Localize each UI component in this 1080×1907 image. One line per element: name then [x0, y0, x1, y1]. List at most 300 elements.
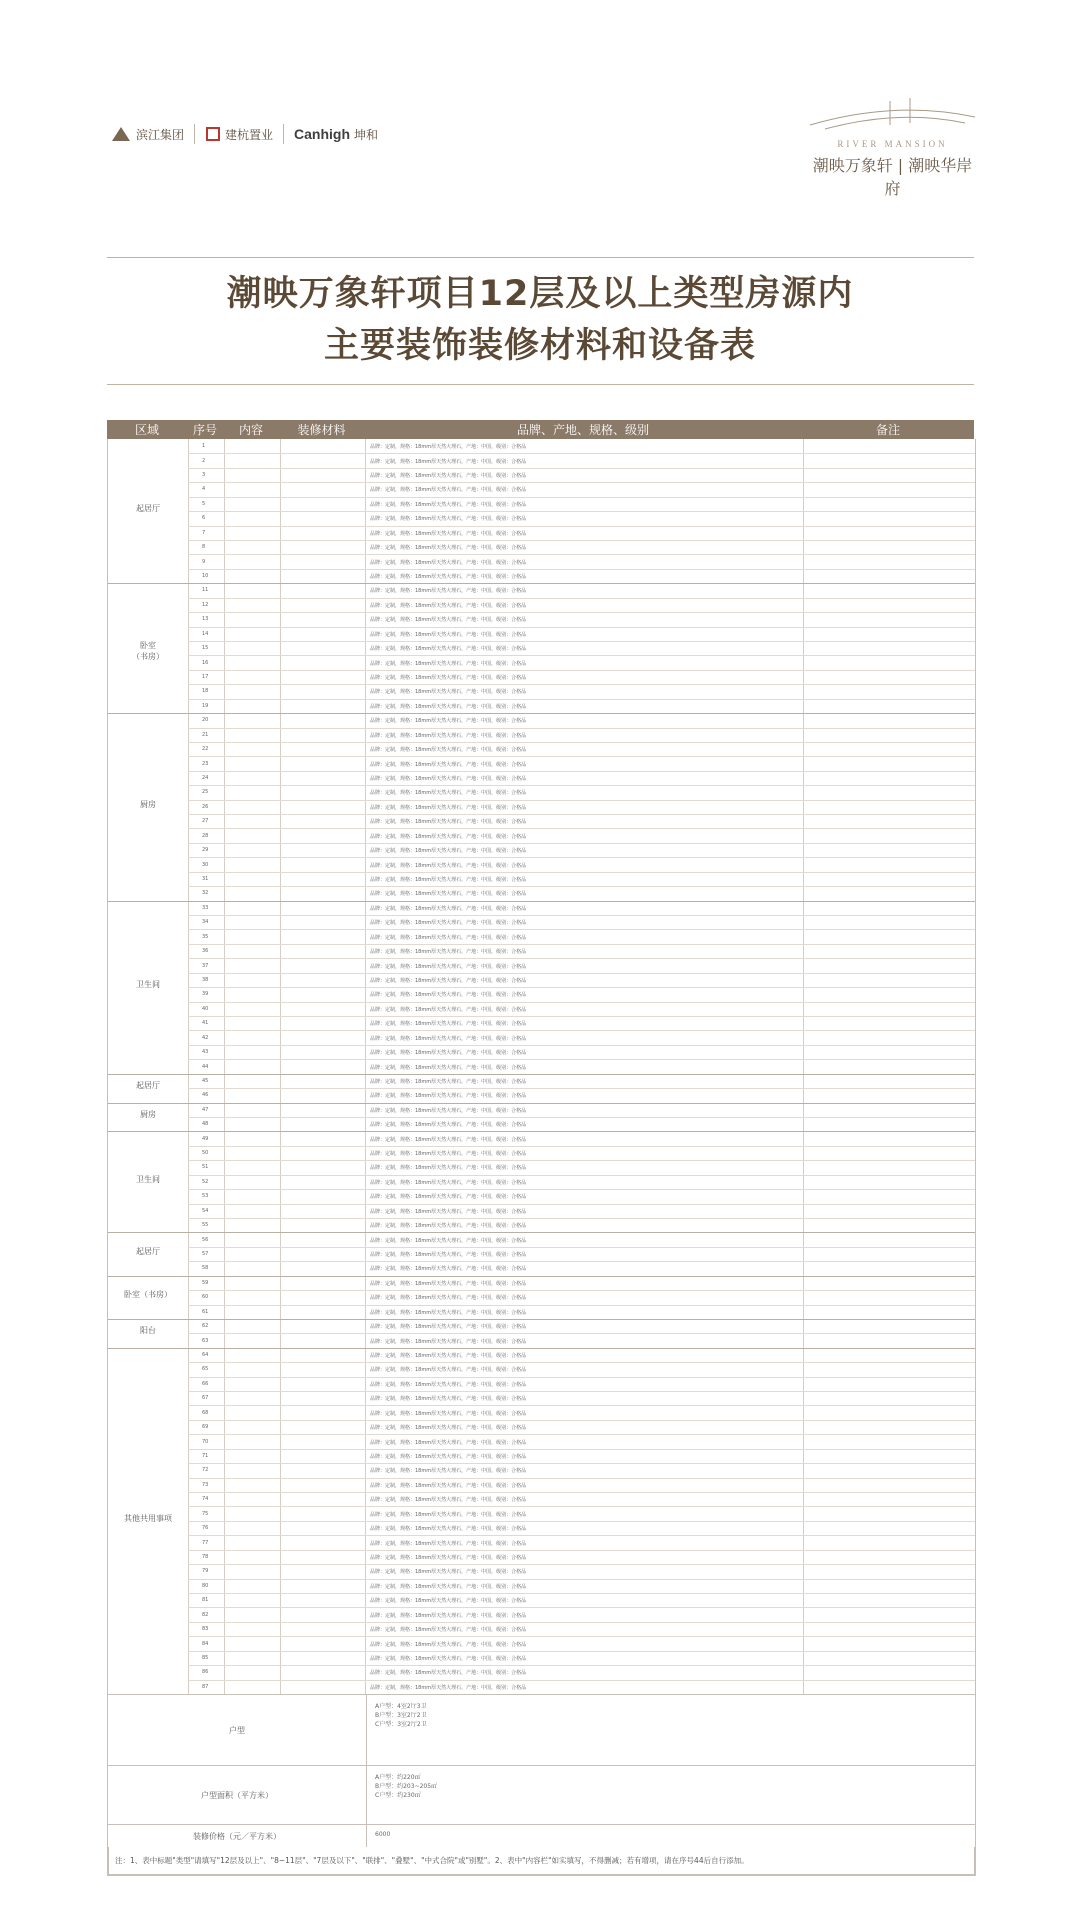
row-spec-text: 品牌：定制，规格：18mm厚天然大理石，产地：中国，级别：合格品 — [370, 1021, 527, 1028]
row-number: 51 — [202, 1164, 209, 1171]
row-number: 83 — [202, 1626, 209, 1633]
row-spec-text: 品牌：定制，规格：18mm厚天然大理石，产地：中国，级别：合格品 — [370, 1295, 527, 1302]
row-number: 25 — [202, 789, 209, 796]
row-spec-text: 品牌：定制，规格：18mm厚天然大理石，产地：中国，级别：合格品 — [370, 1353, 527, 1359]
zone-label: 卧室 （书房） — [132, 641, 164, 662]
title-top-rule — [107, 257, 974, 258]
row-divider — [188, 1218, 975, 1219]
row-spec-text: 品牌：定制，规格：18mm厚天然大理石，产地：中国，级别：合格品 — [370, 1381, 527, 1388]
row-divider — [188, 699, 975, 700]
row-spec-text: 品牌：定制，规格：18mm厚天然大理石，产地：中国，级别：合格品 — [370, 1583, 527, 1590]
header-brand-spec: 品牌、产地、规格、级别 — [516, 423, 649, 437]
row-number: 44 — [202, 1063, 209, 1070]
row-number: 66 — [202, 1380, 209, 1387]
row-number: 60 — [202, 1294, 209, 1301]
summary-value: A户型：4室2厅3卫 B户型：3室2厅2卫 C户型：3室2厅2卫 — [366, 1695, 975, 1765]
zone-divider — [108, 1232, 975, 1233]
row-number: 14 — [202, 630, 209, 637]
row-divider — [188, 1088, 975, 1089]
row-spec-text: 品牌：定制，规格：18mm厚天然大理石，产地：中国，级别：合格品 — [370, 1122, 527, 1129]
zone-label: 起居厅 — [136, 504, 160, 514]
zone-divider — [108, 1131, 975, 1132]
row-number: 27 — [202, 818, 209, 825]
logo-text-4: 坤和 — [354, 127, 379, 142]
row-divider — [188, 1607, 975, 1608]
table-summary — [107, 1694, 976, 1876]
row-spec-text: 品牌：定制，规格：18mm厚天然大理石，产地：中国，级别：合格品 — [370, 1338, 527, 1345]
row-number: 15 — [202, 645, 209, 652]
title-line-1: 潮映万象轩项目12层及以上类型房源内 — [226, 274, 854, 314]
row-number: 26 — [202, 803, 209, 810]
row-spec-text: 品牌：定制，规格：18mm厚天然大理石，产地：中国，级别：合格品 — [370, 1223, 527, 1230]
row-divider — [188, 1247, 975, 1248]
row-spec-text: 品牌：定制，规格：18mm厚天然大理石，产地：中国，级别：合格品 — [370, 631, 527, 638]
row-spec-text: 品牌：定制，规格：18mm厚天然大理石，产地：中国，级别：合格品 — [370, 876, 527, 883]
row-spec-text: 品牌：定制，规格：18mm厚天然大理石，产地：中国，级别：合格品 — [370, 1309, 527, 1316]
row-divider — [188, 1175, 975, 1176]
table-header — [107, 420, 974, 439]
row-divider — [188, 1506, 975, 1507]
zone-divider — [108, 901, 975, 902]
row-spec-text: 品牌：定制，规格：18mm厚天然大理石，产地：中国，级别：合格品 — [370, 963, 527, 970]
row-spec-text: 品牌：定制，规格：18mm厚天然大理石，产地：中国，级别：合格品 — [370, 617, 527, 624]
row-number: 23 — [202, 760, 209, 767]
row-divider — [188, 554, 975, 555]
zone-divider — [108, 1103, 975, 1104]
row-spec-text: 品牌：定制，规格：18mm厚天然大理石，产地：中国，级别：合格品 — [370, 1396, 527, 1403]
row-number: 5 — [202, 500, 206, 507]
row-divider — [188, 785, 975, 786]
header-note: 备注 — [875, 423, 900, 437]
zone-label: 卫生间 — [136, 980, 160, 990]
row-divider — [188, 1521, 975, 1522]
row-number: 4 — [202, 486, 206, 493]
row-divider — [188, 1377, 975, 1378]
row-spec-text: 品牌：定制，规格：18mm厚天然大理石，产地：中国，级别：合格品 — [370, 444, 527, 451]
row-spec-text: 品牌：定制，规格：18mm厚天然大理石，产地：中国，级别：合格品 — [370, 1641, 527, 1648]
row-number: 82 — [202, 1611, 209, 1618]
row-number: 45 — [202, 1077, 209, 1084]
row-divider — [188, 670, 975, 671]
zone-divider — [108, 713, 975, 714]
row-spec-text: 品牌：定制，规格：18mm厚天然大理石，产地：中国，级别：合格品 — [370, 1179, 527, 1186]
row-spec-text: 品牌：定制，规格：18mm厚天然大理石，产地：中国，级别：合格品 — [370, 1107, 527, 1114]
row-spec-text: 品牌：定制，规格：18mm厚天然大理石，产地：中国，级别：合格品 — [370, 501, 527, 508]
row-spec-text: 品牌：定制，规格：18mm厚天然大理石，产地：中国，级别：合格品 — [370, 977, 527, 984]
row-spec-text: 品牌：定制，规格：18mm厚天然大理石，产地：中国，级别：合格品 — [370, 588, 527, 595]
row-divider — [188, 627, 975, 628]
row-spec-text: 品牌：定制，规格：18mm厚天然大理石，产地：中国，级别：合格品 — [370, 1655, 527, 1662]
row-spec-text: 品牌：定制，规格：18mm厚天然大理石，产地：中国，级别：合格品 — [370, 1598, 527, 1605]
row-divider — [188, 800, 975, 801]
row-divider — [188, 526, 975, 527]
summary-row-area — [108, 1765, 975, 1824]
row-spec-text: 品牌：定制，规格：18mm厚天然大理石，产地：中国，级别：合格品 — [370, 660, 527, 667]
row-number: 55 — [202, 1222, 209, 1229]
row-spec-text: 品牌：定制，规格：18mm厚天然大理石，产地：中国，级别：合格品 — [370, 602, 527, 609]
row-number: 63 — [202, 1337, 209, 1344]
row-divider — [188, 1391, 975, 1392]
row-spec-text: 品牌：定制，规格：18mm厚天然大理石，产地：中国，级别：合格品 — [370, 1194, 527, 1201]
row-spec-text: 品牌：定制，规格：18mm厚天然大理石，产地：中国，级别：合格品 — [370, 1526, 527, 1533]
row-spec-text: 品牌：定制，规格：18mm厚天然大理石，产地：中国，级别：合格品 — [370, 703, 527, 710]
row-spec-text: 品牌：定制，规格：18mm厚天然大理石，产地：中国，级别：合格品 — [370, 1612, 527, 1619]
row-number: 73 — [202, 1481, 209, 1488]
row-divider — [188, 843, 975, 844]
summary-row-type — [108, 1694, 975, 1765]
row-number: 12 — [202, 601, 209, 608]
row-divider — [188, 511, 975, 512]
header-zone: 区域 — [134, 423, 159, 437]
row-spec-text: 品牌：定制，规格：18mm厚天然大理石，产地：中国，级别：合格品 — [370, 1237, 527, 1244]
row-number: 76 — [202, 1525, 209, 1532]
row-number: 62 — [202, 1323, 209, 1330]
row-divider — [188, 1204, 975, 1205]
row-number: 16 — [202, 659, 209, 666]
row-spec-text: 品牌：定制，规格：18mm厚天然大理石，产地：中国，级别：合格品 — [370, 891, 527, 898]
row-number: 42 — [202, 1034, 209, 1041]
row-divider — [188, 1550, 975, 1551]
row-spec-text: 品牌：定制，规格：18mm厚天然大理石，产地：中国，级别：合格品 — [370, 804, 527, 811]
row-divider — [188, 742, 975, 743]
row-number: 86 — [202, 1669, 209, 1676]
row-spec-text: 品牌：定制，规格：18mm厚天然大理石，产地：中国，级别：合格品 — [370, 1324, 527, 1331]
row-number: 52 — [202, 1178, 209, 1185]
row-divider — [188, 1146, 975, 1147]
title-line-2: 主要装饰装修材料和设备表 — [323, 326, 756, 366]
row-number: 61 — [202, 1308, 209, 1315]
zone-label: 其他共用事项 — [124, 1513, 172, 1523]
row-divider — [188, 1420, 975, 1421]
row-number: 74 — [202, 1496, 209, 1503]
zone-label: 起居厅 — [136, 1247, 160, 1257]
row-divider — [188, 973, 975, 974]
row-spec-text: 品牌：定制，规格：18mm厚天然大理石，产地：中国，级别：合格品 — [370, 992, 527, 999]
title-bottom-rule — [107, 384, 974, 385]
row-spec-text: 品牌：定制，规格：18mm厚天然大理石，产地：中国，级别：合格品 — [370, 732, 527, 739]
row-divider — [188, 1478, 975, 1479]
row-number: 13 — [202, 616, 209, 623]
zone-label: 厨房 — [140, 799, 156, 809]
row-spec-text: 品牌：定制，规格：18mm厚天然大理石，产地：中国，级别：合格品 — [370, 1165, 527, 1172]
row-number: 11 — [202, 587, 209, 594]
row-divider — [188, 598, 975, 599]
row-number: 17 — [202, 674, 209, 681]
row-number: 19 — [202, 702, 209, 709]
document-title — [0, 268, 1080, 372]
brand-english: RIVER MANSION — [837, 139, 948, 149]
zone-divider — [108, 1348, 975, 1349]
row-spec-text: 品牌：定制，规格：18mm厚天然大理石，产地：中国，级别：合格品 — [370, 1497, 527, 1504]
row-number: 70 — [202, 1438, 209, 1445]
jianhang-logo-icon — [205, 126, 221, 142]
row-spec-text: 品牌：定制，规格：18mm厚天然大理石，产地：中国，级别：合格品 — [370, 1035, 527, 1042]
row-number: 57 — [202, 1251, 209, 1258]
row-divider — [188, 612, 975, 613]
row-spec-text: 品牌：定制，规格：18mm厚天然大理石，产地：中国，级别：合格品 — [370, 1439, 527, 1446]
row-divider — [188, 872, 975, 873]
row-spec-text: 品牌：定制，规格：18mm厚天然大理石，产地：中国，级别：合格品 — [370, 458, 527, 465]
row-number: 48 — [202, 1121, 209, 1128]
row-spec-text: 品牌：定制，规格：18mm厚天然大理石，产地：中国，级别：合格品 — [370, 1266, 527, 1273]
row-divider — [188, 1045, 975, 1046]
row-divider — [188, 728, 975, 729]
row-number: 35 — [202, 933, 209, 940]
row-spec-text: 品牌：定制，规格：18mm厚天然大理石，产地：中国，级别：合格品 — [370, 516, 527, 523]
row-divider — [188, 1030, 975, 1031]
row-number: 72 — [202, 1467, 209, 1474]
row-spec-text: 品牌：定制，规格：18mm厚天然大理石，产地：中国，级别：合格品 — [370, 1511, 527, 1518]
row-divider — [188, 453, 975, 454]
row-divider — [188, 1405, 975, 1406]
row-spec-text: 品牌：定制，规格：18mm厚天然大理石，产地：中国，级别：合格品 — [370, 689, 527, 696]
row-number: 24 — [202, 774, 209, 781]
row-divider — [188, 1189, 975, 1190]
row-divider — [188, 497, 975, 498]
project-brand — [805, 95, 980, 199]
row-divider — [188, 1305, 975, 1306]
logo-text-3: Canhigh — [294, 126, 351, 142]
row-spec-text: 品牌：定制，规格：18mm厚天然大理石，产地：中国，级别：合格品 — [370, 473, 527, 480]
row-spec-text: 品牌：定制，规格：18mm厚天然大理石，产地：中国，级别：合格品 — [370, 1064, 527, 1071]
row-divider — [188, 1449, 975, 1450]
row-divider — [188, 1535, 975, 1536]
row-number: 36 — [202, 948, 209, 955]
header-content: 内容 — [238, 423, 263, 437]
row-number: 50 — [202, 1150, 209, 1157]
zone-label: 卫生间 — [136, 1174, 160, 1184]
logo-divider — [194, 124, 195, 144]
row-spec-text: 品牌：定制，规格：18mm厚天然大理石，产地：中国，级别：合格品 — [370, 920, 527, 927]
row-spec-text: 品牌：定制，规格：18mm厚天然大理石，产地：中国，级别：合格品 — [370, 1540, 527, 1547]
row-spec-text: 品牌：定制，规格：18mm厚天然大理石，产地：中国，级别：合格品 — [370, 1554, 527, 1561]
row-spec-text: 品牌：定制，规格：18mm厚天然大理石，产地：中国，级别：合格品 — [370, 819, 527, 826]
row-number: 22 — [202, 746, 209, 753]
row-divider — [188, 569, 975, 570]
row-divider — [188, 1117, 975, 1118]
row-number: 1 — [202, 443, 206, 450]
zone-divider — [108, 1074, 975, 1075]
row-spec-text: 品牌：定制，规格：18mm厚天然大理石，产地：中国，级别：合格品 — [370, 833, 527, 840]
row-divider — [188, 1593, 975, 1594]
row-number: 53 — [202, 1193, 209, 1200]
row-number: 71 — [202, 1452, 209, 1459]
row-spec-text: 品牌：定制，规格：18mm厚天然大理石，产地：中国，级别：合格品 — [370, 675, 527, 682]
row-number: 7 — [202, 529, 206, 536]
row-number: 64 — [202, 1352, 209, 1358]
summary-value: A户型：约220㎡ B户型：约203~205㎡ C户型：约230㎡ — [366, 1766, 975, 1824]
header-material: 装修材料 — [297, 423, 346, 437]
row-divider — [188, 1434, 975, 1435]
row-spec-text: 品牌：定制，规格：18mm厚天然大理石，产地：中国，级别：合格品 — [370, 949, 527, 956]
row-spec-text: 品牌：定制，规格：18mm厚天然大理石，产地：中国，级别：合格品 — [370, 761, 527, 768]
row-divider — [188, 1636, 975, 1637]
row-divider — [188, 1002, 975, 1003]
row-spec-text: 品牌：定制，规格：18mm厚天然大理石，产地：中国，级别：合格品 — [370, 487, 527, 494]
row-number: 46 — [202, 1092, 209, 1099]
row-number: 28 — [202, 832, 209, 839]
row-number: 81 — [202, 1597, 209, 1604]
row-divider — [188, 540, 975, 541]
row-number: 85 — [202, 1654, 209, 1661]
footnote: 注：1、表中标题"类型"请填写"12层及以上"、"8~11层"、"7层及以下"、"联排"、"叠墅"、"中式合院"或"别墅"。2、表中"内容栏"如实填写，不得删减；若有增项，请在序号44后自行添加。 — [108, 1847, 975, 1875]
row-spec-text: 品牌：定制，规格：18mm厚天然大理石，产地：中国，级别：合格品 — [370, 1136, 527, 1143]
row-divider — [188, 684, 975, 685]
row-spec-text: 品牌：定制，规格：18mm厚天然大理石，产地：中国，级别：合格品 — [370, 574, 527, 581]
row-divider — [188, 1492, 975, 1493]
row-spec-text: 品牌：定制，规格：18mm厚天然大理石，产地：中国，级别：合格品 — [370, 1078, 527, 1085]
row-spec-text: 品牌：定制，规格：18mm厚天然大理石，产地：中国，级别：合格品 — [370, 1627, 527, 1634]
row-spec-text: 品牌：定制，规格：18mm厚天然大理石，产地：中国，级别：合格品 — [370, 1468, 527, 1475]
row-number: 80 — [202, 1582, 209, 1589]
row-divider — [188, 468, 975, 469]
row-divider — [188, 915, 975, 916]
row-divider — [188, 655, 975, 656]
row-number: 58 — [202, 1265, 209, 1272]
row-number: 77 — [202, 1539, 209, 1546]
row-divider — [188, 1622, 975, 1623]
zone-label: 起居厅 — [136, 1081, 160, 1091]
row-divider — [188, 771, 975, 772]
row-spec-text: 品牌：定制，规格：18mm厚天然大理石，产地：中国，级别：合格品 — [370, 905, 527, 912]
row-divider — [188, 1333, 975, 1334]
row-number: 30 — [202, 861, 209, 868]
row-number: 67 — [202, 1395, 209, 1402]
row-spec-text: 品牌：定制，规格：18mm厚天然大理石，产地：中国，级别：合格品 — [370, 1482, 527, 1489]
row-number: 43 — [202, 1049, 209, 1056]
row-divider — [188, 482, 975, 483]
row-number: 29 — [202, 847, 209, 854]
row-divider — [188, 1362, 975, 1363]
row-divider — [188, 958, 975, 959]
row-spec-text: 品牌：定制，规格：18mm厚天然大理石，产地：中国，级别：合格品 — [370, 1093, 527, 1100]
row-spec-text: 品牌：定制，规格：18mm厚天然大理石，产地：中国，级别：合格品 — [370, 848, 527, 855]
row-divider — [188, 1290, 975, 1291]
row-spec-text: 品牌：定制，规格：18mm厚天然大理石，产地：中国，级别：合格品 — [370, 790, 527, 797]
summary-row-price — [108, 1824, 975, 1847]
row-number: 31 — [202, 875, 209, 882]
row-spec-text: 品牌：定制，规格：18mm厚天然大理石，产地：中国，级别：合格品 — [370, 1684, 527, 1691]
row-spec-text: 品牌：定制，规格：18mm厚天然大理石，产地：中国，级别：合格品 — [370, 1425, 527, 1432]
developer-logos — [110, 124, 378, 144]
canhigh-logo — [294, 126, 378, 143]
row-number: 8 — [202, 544, 206, 551]
row-spec-text: 品牌：定制，规格：18mm厚天然大理石，产地：中国，级别：合格品 — [370, 775, 527, 782]
row-number: 84 — [202, 1640, 209, 1647]
row-divider — [188, 1059, 975, 1060]
row-number: 39 — [202, 991, 209, 998]
row-spec-text: 品牌：定制，规格：18mm厚天然大理石，产地：中国，级别：合格品 — [370, 747, 527, 754]
row-spec-text: 品牌：定制，规格：18mm厚天然大理石，产地：中国，级别：合格品 — [370, 1006, 527, 1013]
row-divider — [188, 828, 975, 829]
zone-label: 厨房 — [140, 1109, 156, 1119]
page-header — [0, 0, 1080, 250]
row-spec-text: 品牌：定制，规格：18mm厚天然大理石，产地：中国，级别：合格品 — [370, 718, 527, 725]
zone-divider — [108, 583, 975, 584]
row-divider — [188, 886, 975, 887]
row-spec-text: 品牌：定制，规格：18mm厚天然大理石，产地：中国，级别：合格品 — [370, 646, 527, 653]
row-number: 37 — [202, 962, 209, 969]
row-number: 34 — [202, 919, 209, 926]
row-divider — [188, 1579, 975, 1580]
row-number: 78 — [202, 1553, 209, 1560]
row-number: 38 — [202, 976, 209, 983]
row-divider — [188, 1665, 975, 1666]
row-spec-text: 品牌：定制，规格：18mm厚天然大理石，产地：中国，级别：合格品 — [370, 1050, 527, 1057]
zone-label: 阳台 — [140, 1326, 156, 1336]
row-divider — [188, 1463, 975, 1464]
row-spec-text: 品牌：定制，规格：18mm厚天然大理石，产地：中国，级别：合格品 — [370, 1453, 527, 1460]
row-spec-text: 品牌：定制，规格：18mm厚天然大理石，产地：中国，级别：合格品 — [370, 1367, 527, 1374]
row-number: 9 — [202, 558, 206, 565]
zone-divider — [108, 1276, 975, 1277]
row-number: 40 — [202, 1005, 209, 1012]
row-divider — [188, 987, 975, 988]
row-divider — [188, 944, 975, 945]
row-spec-text: 品牌：定制，规格：18mm厚天然大理石，产地：中国，级别：合格品 — [370, 1670, 527, 1677]
table-body — [107, 439, 976, 1694]
row-spec-text: 品牌：定制，规格：18mm厚天然大理石，产地：中国，级别：合格品 — [370, 1151, 527, 1158]
row-divider — [188, 1680, 975, 1681]
summary-label: 户型 — [229, 1725, 245, 1735]
row-divider — [188, 814, 975, 815]
row-spec-text: 品牌：定制，规格：18mm厚天然大理石，产地：中国，级别：合格品 — [370, 862, 527, 869]
logo-divider — [283, 124, 284, 144]
skyline-logo-icon — [805, 95, 980, 135]
row-number: 6 — [202, 515, 206, 522]
row-number: 41 — [202, 1020, 209, 1027]
row-spec-text: 品牌：定制，规格：18mm厚天然大理石，产地：中国，级别：合格品 — [370, 530, 527, 537]
row-number: 75 — [202, 1510, 209, 1517]
row-divider — [188, 1016, 975, 1017]
logo-text-2: 建杭置业 — [225, 127, 274, 142]
summary-value: 6000 — [366, 1825, 975, 1847]
logo-text-1: 滨江集团 — [136, 127, 185, 142]
summary-label: 装修价格（元／平方米） — [193, 1831, 281, 1841]
row-divider — [188, 756, 975, 757]
row-spec-text: 品牌：定制，规格：18mm厚天然大理石，产地：中国，级别：合格品 — [370, 1208, 527, 1215]
row-number: 68 — [202, 1409, 209, 1416]
brand-chinese: 潮映万象轩 | 潮映华岸府 — [812, 156, 973, 198]
row-number: 54 — [202, 1207, 209, 1214]
header-number: 序号 — [192, 423, 217, 437]
row-spec-text: 品牌：定制，规格：18mm厚天然大理石，产地：中国，级别：合格品 — [370, 545, 527, 552]
row-number: 87 — [202, 1683, 209, 1690]
summary-label: 户型面积（平方米） — [201, 1790, 273, 1800]
row-number: 3 — [202, 472, 206, 479]
row-number: 69 — [202, 1424, 209, 1431]
zone-divider — [108, 1319, 975, 1320]
binjiang-logo — [110, 125, 184, 143]
row-divider — [188, 857, 975, 858]
row-number: 59 — [202, 1279, 209, 1286]
jianhang-logo — [205, 126, 273, 143]
row-number: 56 — [202, 1236, 209, 1243]
row-number: 20 — [202, 717, 209, 724]
row-number: 18 — [202, 688, 209, 695]
row-number: 79 — [202, 1568, 209, 1575]
row-spec-text: 品牌：定制，规格：18mm厚天然大理石，产地：中国，级别：合格品 — [370, 934, 527, 941]
row-divider — [188, 1261, 975, 1262]
row-number: 65 — [202, 1366, 209, 1373]
row-divider — [188, 929, 975, 930]
row-spec-text: 品牌：定制，规格：18mm厚天然大理石，产地：中国，级别：合格品 — [370, 1569, 527, 1576]
row-number: 10 — [202, 573, 209, 580]
row-divider — [188, 1564, 975, 1565]
row-divider — [188, 1651, 975, 1652]
row-number: 2 — [202, 457, 206, 464]
row-number: 49 — [202, 1135, 209, 1142]
